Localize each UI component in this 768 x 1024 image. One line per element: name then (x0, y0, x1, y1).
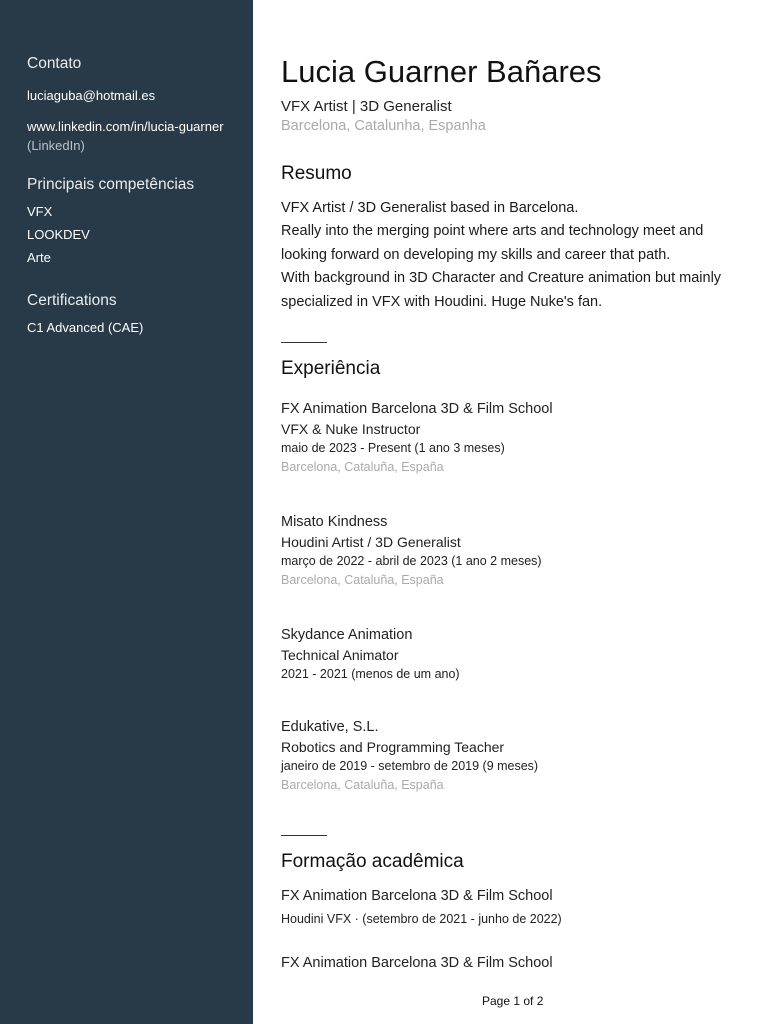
job-location: Barcelona, Cataluña, España (281, 460, 444, 474)
job-role: Robotics and Programming Teacher (281, 739, 505, 755)
job-entry (281, 399, 751, 477)
skill-item: Arte (27, 250, 51, 265)
job-role: VFX & Nuke Instructor (281, 421, 421, 437)
experience-heading: Experiência (281, 358, 381, 379)
summary-text (281, 197, 751, 314)
job-entry (281, 625, 751, 684)
certifications-section (27, 292, 247, 342)
contact-section (27, 55, 247, 166)
email-link[interactable]: luciaguba@hotmail.es (27, 88, 156, 103)
certifications-heading: Certifications (27, 292, 117, 309)
job-entry (281, 717, 751, 795)
contact-heading: Contato (27, 55, 82, 72)
job-role: Houdini Artist / 3D Generalist (281, 534, 461, 550)
job-company: FX Animation Barcelona 3D & Film School (281, 401, 553, 417)
page-number: Page 1 of 2 (482, 994, 544, 1008)
linkedin-link[interactable]: www.linkedin.com/in/lucia-guarner (27, 119, 224, 134)
job-role: Technical Animator (281, 647, 399, 663)
education-entry (281, 953, 751, 973)
job-period: maio de 2023 - Present (1 ano 3 meses) (281, 441, 505, 455)
job-entry (281, 512, 751, 590)
job-location: Barcelona, Cataluña, España (281, 778, 444, 792)
skills-section (27, 176, 247, 272)
skill-item: VFX (27, 204, 53, 219)
profile-headline: VFX Artist | 3D Generalist (281, 98, 452, 115)
education-degree: Houdini VFX · (setembro de 2021 - junho de 2022) (281, 912, 562, 926)
profile-location: Barcelona, Catalunha, Espanha (281, 118, 486, 134)
summary-heading: Resumo (281, 163, 352, 184)
summary-line: Really into the merging point where arts and technology meet and looking forward on developing my skills and career that path. (281, 223, 704, 263)
job-location: Barcelona, Cataluña, España (281, 573, 444, 587)
linkedin-label: (LinkedIn) (27, 138, 85, 153)
profile-name: Lucia Guarner Bañares (281, 54, 602, 89)
job-period: 2021 - 2021 (menos de um ano) (281, 667, 460, 681)
job-company: Skydance Animation (281, 627, 413, 643)
skill-item: LOOKDEV (27, 227, 90, 242)
summary-line: With background in 3D Character and Creature animation but mainly specialized in VFX with Houdini. Huge Nuke's fan. (281, 270, 722, 310)
education-school: FX Animation Barcelona 3D & Film School (281, 955, 553, 971)
sidebar (0, 0, 253, 1024)
education-school: FX Animation Barcelona 3D & Film School (281, 888, 553, 904)
skills-heading: Principais competências (27, 176, 195, 193)
section-divider (281, 342, 327, 343)
job-period: março de 2022 - abril de 2023 (1 ano 2 meses) (281, 554, 542, 568)
job-period: janeiro de 2019 - setembro de 2019 (9 meses) (281, 759, 539, 773)
job-company: Edukative, S.L. (281, 719, 379, 735)
summary-line: VFX Artist / 3D Generalist based in Barcelona. (281, 200, 579, 216)
education-entry (281, 886, 751, 929)
education-heading: Formação acadêmica (281, 851, 464, 872)
job-company: Misato Kindness (281, 514, 388, 530)
certification-item: C1 Advanced (CAE) (27, 320, 144, 335)
section-divider (281, 835, 327, 836)
